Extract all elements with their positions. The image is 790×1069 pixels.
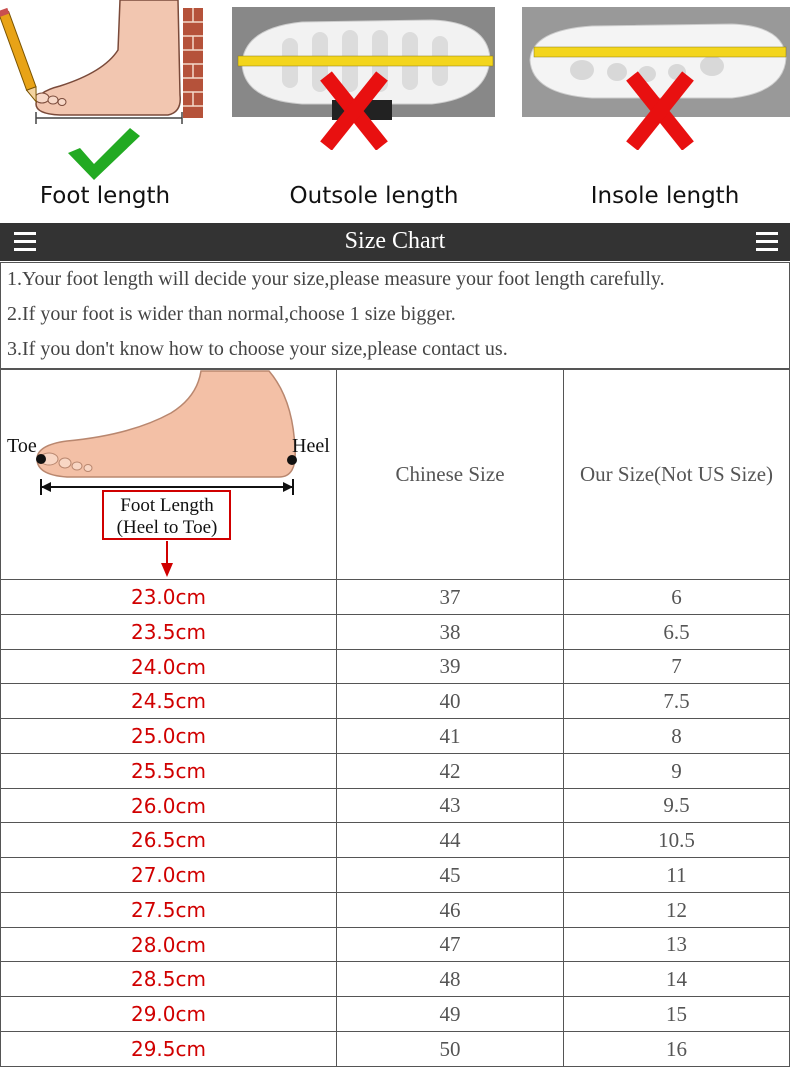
measurement-guide (0, 0, 790, 222)
chinese-size-cell: 38 (336, 614, 564, 650)
foot-length-cell: 28.5cm (0, 961, 337, 997)
chinese-size-cell: 41 (336, 718, 564, 754)
table-header (0, 368, 790, 579)
our-size-cell: 6.5 (563, 614, 790, 650)
menu-icon (756, 232, 778, 252)
our-size-cell: 11 (563, 857, 790, 893)
our-size-cell: 8 (563, 718, 790, 754)
our-size-cell: 15 (563, 996, 790, 1032)
outsole-illustration (232, 0, 495, 150)
toe-label: Toe (7, 435, 37, 457)
chinese-size-cell: 46 (336, 892, 564, 928)
note-1: 1.Your foot length will decide your size,please measure your foot length carefully. (7, 268, 665, 290)
note-2: 2.If your foot is wider than normal,choose 1 size bigger. (7, 303, 456, 325)
col-header-chinese-size: Chinese Size (336, 368, 564, 580)
chinese-size-cell: 42 (336, 753, 564, 789)
foot-length-cell: 27.0cm (0, 857, 337, 893)
chinese-size-cell: 47 (336, 927, 564, 962)
our-size-cell: 9 (563, 753, 790, 789)
foot-length-cell: 24.5cm (0, 683, 337, 719)
heel-label: Heel (292, 435, 330, 457)
chinese-size-cell: 40 (336, 683, 564, 719)
chinese-size-cell: 49 (336, 996, 564, 1032)
our-size-cell: 7 (563, 649, 790, 684)
size-chart-title: Size Chart (344, 228, 446, 254)
chinese-size-cell: 50 (336, 1031, 564, 1067)
size-chart-header (0, 223, 790, 261)
foot-length-diagram (1, 369, 336, 579)
our-size-cell: 14 (563, 961, 790, 997)
foot-length-cell: 27.5cm (0, 892, 337, 928)
col-header-our-size: Our Size(Not US Size) (563, 368, 790, 580)
foot-length-cell: 23.0cm (0, 579, 337, 615)
foot-length-cell: 26.5cm (0, 822, 337, 858)
our-size-cell: 16 (563, 1031, 790, 1067)
foot-diagram-cell (0, 368, 337, 580)
insole-illustration (522, 0, 790, 150)
foot-measure-illustration (0, 0, 210, 182)
chinese-size-cell: 48 (336, 961, 564, 997)
caption-foot-length: Foot length (39, 183, 171, 209)
our-size-cell: 12 (563, 892, 790, 928)
chinese-size-cell: 39 (336, 649, 564, 684)
our-size-cell: 6 (563, 579, 790, 615)
our-size-cell: 9.5 (563, 788, 790, 823)
check-icon (68, 128, 140, 180)
caption-insole-length: Insole length (590, 183, 740, 209)
arrow-down-icon (161, 563, 173, 577)
foot-length-cell: 25.0cm (0, 718, 337, 754)
foot-length-cell: 25.5cm (0, 753, 337, 789)
sizing-notes (0, 262, 790, 370)
our-size-cell: 10.5 (563, 822, 790, 858)
foot-length-cell: 23.5cm (0, 614, 337, 650)
foot-length-cell: 24.0cm (0, 649, 337, 684)
our-size-cell: 13 (563, 927, 790, 962)
caption-outsole-length: Outsole length (289, 183, 459, 209)
foot-length-cell: 26.0cm (0, 788, 337, 823)
foot-length-cell: 28.0cm (0, 927, 337, 962)
chinese-size-cell: 44 (336, 822, 564, 858)
foot-length-label: Foot Length (120, 495, 214, 516)
chinese-size-cell: 37 (336, 579, 564, 615)
our-size-cell: 7.5 (563, 683, 790, 719)
note-3: 3.If you don't know how to choose your size,please contact us. (7, 338, 508, 360)
chinese-size-cell: 45 (336, 857, 564, 893)
chinese-size-cell: 43 (336, 788, 564, 823)
heel-to-toe-label: (Heel to Toe) (116, 517, 218, 538)
foot-length-cell: 29.0cm (0, 996, 337, 1032)
foot-length-cell: 29.5cm (0, 1031, 337, 1067)
